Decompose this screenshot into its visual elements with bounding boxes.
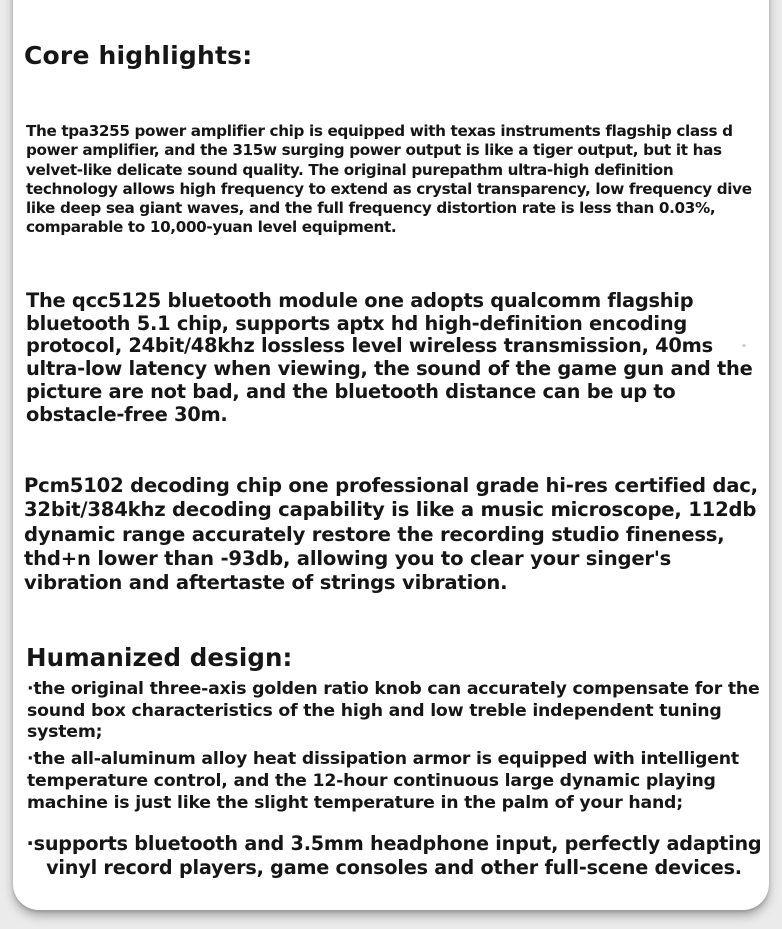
input-support-bullet: ·supports bluetooth and 3.5mm headphone input, perfectly adapting vinyl record players, game consoles and other full-scene devices. bbox=[26, 832, 762, 879]
humanized-design-heading: Humanized design: bbox=[26, 643, 293, 672]
knob-bullet: ·the original three-axis golden ratio knob can accurately compensate for the sound box characteristics of the high and low treble independent tuning system; bbox=[27, 679, 760, 742]
heat-dissipation-bullet: ·the all-aluminum alloy heat dissipation armor is equipped with intelligent temperature control, and the 12-hour continuous large dynamic playing machine is just like the slight temperature in the palm of your hand; bbox=[27, 749, 739, 813]
bluetooth-module-paragraph: The qcc5125 bluetooth module one adopts qualcomm flagship bluetooth 5.1 chip, supports aptx hd high-definition encoding protocol, 24bit/48khz lossless level wireless transmission, 40ms ultra-low latency when viewing, the sound of the game gun and the picture are not bad, and the bluetooth distance can be up to obstacle-free 30m. bbox=[26, 289, 753, 426]
core-highlights-heading: Core highlights: bbox=[24, 41, 253, 70]
amplifier-chip-paragraph: The tpa3255 power amplifier chip is equipped with texas instruments flagship class d power amplifier, and the 315w surging power output is like a tiger output, but it has velvet-like delicate sound quality. The original purepathm ultra-high definition technology allows high frequency to extend as crystal transparency, low frequency dive like deep sea giant waves, and the full frequency distortion rate is less than 0.03%, comparable to 10,000-yuan level equipment. bbox=[26, 122, 752, 237]
decorative-dot bbox=[742, 344, 746, 347]
decoding-chip-paragraph: Pcm5102 decoding chip one professional grade hi-res certified dac, 32bit/384khz decoding capability is like a music microscope, 112db dynamic range accurately restore the recording studio fineness, thd+n lower than -93db, allowing you to clear your singer's vibration and aftertaste of strings vibration. bbox=[24, 474, 758, 595]
